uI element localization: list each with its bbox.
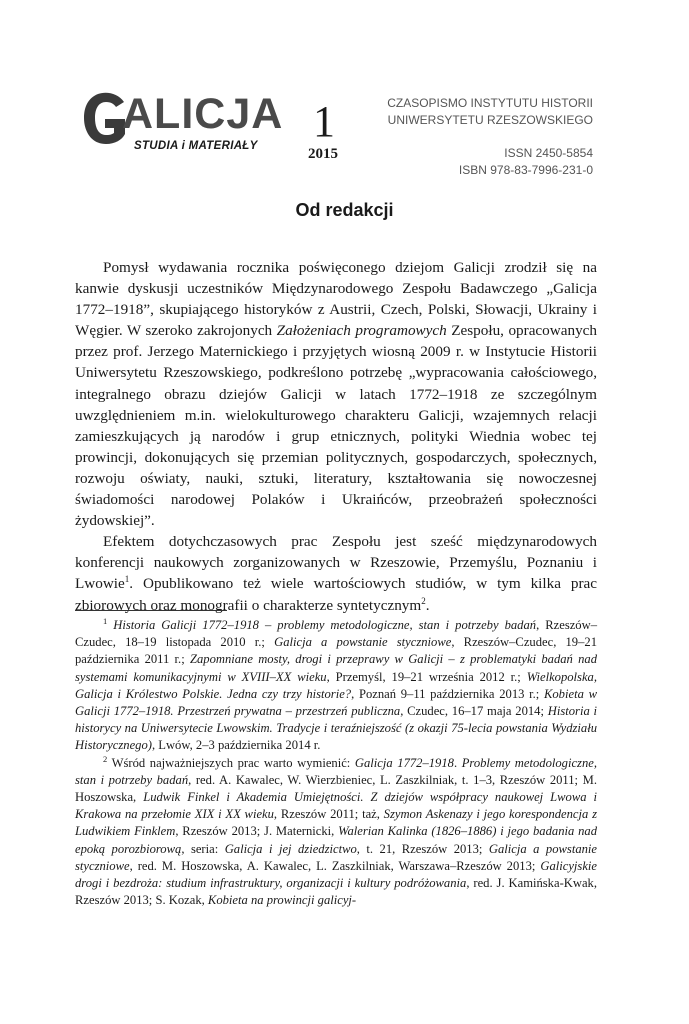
- footnote-1: [75, 617, 597, 755]
- fn2-italic: Galicja 1772–1918: [354, 755, 454, 770]
- issn: ISSN 2450-5854: [504, 146, 593, 160]
- fn2-text: , seria:: [181, 841, 225, 856]
- fn1-text: , Rzeszów–Czudec, 18–19 listopada 2010 r.;: [75, 618, 597, 650]
- p2-text-b: . Opublikowano też wiele wartościowych studiów, w tym kilka prac zbiorowych oraz monografii o charakterze syntetycznym: [75, 575, 597, 614]
- volume-number: 1: [313, 97, 335, 146]
- fn1-text: , Rzeszów–Czudec, 19–21 października 2011 r.;: [75, 635, 597, 667]
- footnote-ref-1[interactable]: 1: [124, 574, 130, 585]
- fn2-text: , red. J. Kamińska-Kwak, Rzeszów 2013; S. Kozak,: [75, 876, 597, 908]
- fn1-italic: Wielkopolska, Galicja i Królestwo Polskie. Jedna czy trzy historie?: [75, 669, 597, 701]
- journal-logo: [82, 90, 282, 162]
- fn2-italic: Galicja i jej dziedzictwo: [224, 841, 357, 856]
- fn2-italic: Ludwik Finkel i Akademia Umiejętności. Z dziejów współpracy naukowej Lwowa i Krakowa na przełomie XIX i XX wieku: [75, 790, 598, 822]
- footnote-2-number: 2: [103, 753, 108, 764]
- article-body: [75, 257, 597, 616]
- footnote-divider: [75, 610, 227, 611]
- publisher-block: [387, 95, 593, 179]
- paragraph-2: [75, 531, 597, 615]
- fn1-text: , Lwów, 2–3 października 2014 r.: [151, 738, 321, 753]
- volume-year: 2015: [308, 146, 338, 162]
- publisher-line-2: UNIWERSYTETU RZESZOWSKIEGO: [387, 113, 593, 127]
- footnote-1-number: 1: [103, 615, 108, 626]
- fn2-text: Wśród najważniejszych prac warto wymienić:: [107, 755, 355, 770]
- fn1-italic: Kobieta w Galicji 1772–1918. Przestrzeń prywatna – przestrzeń publiczna: [75, 686, 597, 719]
- p1-text-a: Pomysł wydawania rocznika poświęconego dziejom Galicji zrodził się na kanwie dyskusji uczestników Międzynarodowego Zespołu Badawczego „Galicja 1772–1918”, skupiającego historyków z Austrii, Czech, Polski, Słowacji, Ukrainy i Węgier. W szeroko zakrojonych: [75, 259, 597, 340]
- fn1-text: , Czudec, 16–17 maja 2014;: [400, 704, 548, 719]
- fn2-italic: Galicyjskie drogi i bezdroża: studium infrastruktury, organizacji i kultury podróżowania: [75, 858, 597, 891]
- publisher-line-1: CZASOPISMO INSTYTUTU HISTORII: [387, 96, 593, 110]
- fn2-italic: Szymon Askenazy i jego korespondencja z Ludwikiem Finklem: [75, 807, 597, 839]
- footnote-2: [75, 755, 597, 910]
- fn2-text: , t. 21, Rzeszów 2013;: [356, 841, 489, 856]
- fn1-italic: Historia i historycy na Uniwersytecie Lwowskim. Tradycje i teraźniejszość (z okazji 75-lecia powstania Wydziału Historycznego): [75, 704, 598, 753]
- p2-text-c: .: [425, 596, 430, 614]
- paragraph-1: [75, 257, 597, 531]
- logo-subtitle: STUDIA i MATERIAŁY: [134, 140, 258, 152]
- p1-italic: Założeniach programowych: [276, 322, 447, 340]
- article-title: Od redakcji: [295, 200, 394, 220]
- logo-word: ALICJA: [122, 90, 284, 138]
- fn2-text: .: [453, 755, 462, 770]
- fn2-text: , red. A. Kawalec, W. Wierzbieniec, L. Zaszkilniak, t. 1–3, Rzeszów 2011; M. Hoszowska,: [75, 772, 597, 805]
- fn2-italic: Walerian Kalinka (1826–1886) i jego badania nad epoką porozbiorową: [75, 824, 597, 856]
- p1-text-c: Zespołu, opracowanych przez prof. Jerzego Maternickiego i przyjętych wiosną 2009 r. w Instytucie Historii Uniwersytetu Rzeszowskiego, podkreślono potrzebę „wypracowania całościowego, integralnego obrazu dziejów Galicji w latach 1772–1918 ze szczególnym uwzględnieniem m.in. wielokulturowego charakteru Galicji, wzajemnych relacji zamieszkujących ją narodów i grup etnicznych, polityki Wiednia wobec tej prowincji, dokonujących się przemian politycznych, gospodarczych, społecznych, rozwoju oświaty, nauki, sztuki, literatury, kształtowania się nowoczesnej świadomości narodowej Polaków i Ukraińców, przeobrażeń społeczności żydowskiej”.: [75, 322, 597, 530]
- fn1-text: , Poznań 9–11 października 2013 r.;: [351, 686, 544, 701]
- fn1-text: , Przemyśl, 19–21 września 2012 r.;: [326, 669, 527, 684]
- footnotes: [75, 617, 597, 909]
- fn2-text: , Rzeszów 2011; taż,: [273, 807, 384, 822]
- fn2-text: , red. M. Hoszowska, A. Kawalec, L. Zaszkilniak, Warszawa–Rzeszów 2013;: [129, 858, 541, 873]
- fn2-italic: Kobieta na prowincji galicyj-: [207, 893, 357, 908]
- fn1-italic: Galicja a powstanie styczniowe: [274, 635, 452, 650]
- fn2-italic: Galicja a powstanie styczniowe: [75, 841, 598, 873]
- fn2-text: , Rzeszów 2013; J. Maternicki,: [175, 824, 339, 839]
- p2-text-a: Efektem dotychczasowych prac Zespołu jest sześć międzynarodowych konferencji naukowych zorganizowanych w Rzeszowie, Przemyślu, Poznaniu i Lwowie: [75, 533, 597, 593]
- footnote-ref-2[interactable]: 2: [421, 595, 426, 606]
- fn2-italic: Problemy metodologiczne, stan i potrzeby badań: [75, 755, 597, 787]
- isbn: ISBN 978-83-7996-231-0: [458, 163, 593, 177]
- fn1-italic: Zapomniane mosty, drogi i przeprawy w Galicji – z problematyki badań nad systemami komunikacyjnymi w XVIII–XX wieku: [75, 652, 597, 684]
- fn1-italic: Historia Galicji 1772–1918 – problemy metodologiczne, stan i potrzeby badań: [113, 618, 537, 632]
